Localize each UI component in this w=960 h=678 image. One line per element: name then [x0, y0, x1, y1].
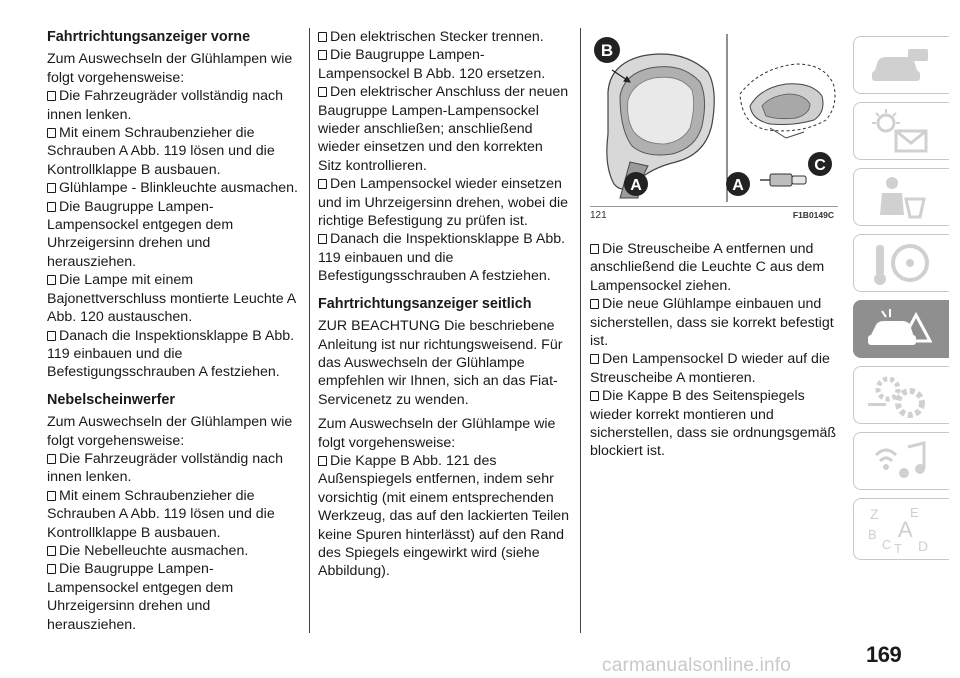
tab-maintenance[interactable] — [853, 366, 949, 424]
checkbox-bullet-icon — [318, 456, 327, 466]
tab-dashboard[interactable] — [853, 36, 949, 94]
step-item — [47, 124, 299, 179]
step-item — [47, 271, 299, 326]
checkbox-bullet-icon — [318, 32, 327, 42]
checkbox-bullet-icon — [318, 179, 327, 189]
side-note: ZUR BEACHTUNG Die beschriebene Anleitung ist nur richtungsweisend. Für das Auswechseln der Glühlampe empfehlen wir Ihnen, sich an das Fiat-Servicenetz zu wenden. — [318, 318, 563, 408]
step-item — [47, 450, 299, 487]
heading-front-indicator: Fahrtrichtungsanzeiger vorne — [47, 29, 251, 45]
step-item — [590, 240, 840, 295]
step-text: Danach die Inspektionsklappe B Abb. 119 einbauen und die Befestigungsschrauben A festziehen. — [318, 231, 566, 285]
step-item — [590, 295, 840, 350]
checkbox-bullet-icon — [47, 331, 56, 341]
step-item — [47, 179, 299, 197]
checkbox-bullet-icon — [47, 202, 56, 212]
checkbox-bullet-icon — [47, 183, 56, 193]
step-text: Glühlampe - Blinkleuchte ausmachen. — [59, 180, 298, 197]
step-text: Die Kappe B des Seitenspiegels wieder korrekt montieren und sicherstellen, dass sie ordnungsgemäß blockiert ist. — [590, 388, 837, 460]
step-text: Die Baugruppe Lampen-Lampensockel B Abb. 120 ersetzen. — [318, 47, 546, 82]
svg-text:E: E — [910, 505, 919, 520]
page-number: 169 — [866, 642, 902, 667]
step-item — [318, 175, 570, 230]
figure-code: F1B0149C — [792, 210, 834, 220]
multimedia-icon — [868, 439, 932, 485]
fog-intro: Zum Auswechseln der Glühlampen wie folgt vorgehensweise: — [47, 414, 293, 449]
step-item — [590, 350, 840, 387]
step-item — [318, 28, 570, 46]
checkbox-bullet-icon — [47, 491, 56, 501]
svg-text:A: A — [732, 177, 744, 194]
mirror-illustration — [590, 34, 838, 206]
step-text: Den Lampensockel wieder einsetzen und im Uhrzeigersinn drehen, wobei die richtige Befestigung zu prüfen ist. — [318, 176, 568, 230]
step-text: Die neue Glühlampe einbauen und sicherstellen, dass sie korrekt befestigt ist. — [590, 296, 834, 350]
svg-text:T: T — [894, 541, 902, 555]
side-intro: Zum Auswechseln der Glühlampe wie folgt vorgehensweise: — [318, 416, 556, 451]
tab-index[interactable] — [853, 498, 949, 560]
checkbox-bullet-icon — [47, 275, 56, 285]
front-step-list — [47, 87, 299, 382]
tab-lights[interactable] — [853, 102, 949, 160]
step-item — [318, 46, 570, 83]
safety-airbag-icon — [868, 175, 932, 221]
step-text: Den elektrischer Anschluss der neuen Baugruppe Lampen-Lampensockel wieder anschließen; anschließend wieder einsetzen und den korrekten Sitz kontrollieren. — [318, 84, 569, 174]
checkbox-bullet-icon — [318, 50, 327, 60]
column-3 — [590, 240, 840, 461]
column-divider — [580, 28, 581, 633]
step-text: Die Streuscheibe A entfernen und anschließend die Leuchte C aus dem Lampensockel ziehen. — [590, 241, 825, 294]
step-item — [318, 83, 570, 175]
step-item — [47, 542, 299, 560]
figure-121 — [590, 34, 838, 230]
maintenance-gears-icon — [868, 373, 932, 419]
step-text: Danach die Inspektionsklappe B Abb. 119 einbauen und die Befestigungsschrauben A festziehen. — [47, 327, 295, 381]
car-dashboard-icon — [868, 43, 932, 89]
alphabetical-index-icon — [868, 505, 932, 555]
side-step-list — [318, 452, 570, 581]
step-text: Mit einem Schraubenzieher die Schrauben A Abb. 119 lösen und die Kontrollklappe B ausbauen. — [47, 487, 275, 541]
watermark: carmanualsonline.info — [602, 655, 792, 676]
heading-fog-light: Nebelscheinwerfer — [47, 391, 175, 408]
checkbox-bullet-icon — [47, 91, 56, 101]
step-item — [318, 452, 570, 581]
svg-text:D: D — [918, 538, 929, 554]
checkbox-bullet-icon — [47, 546, 56, 556]
tab-multimedia[interactable] — [853, 432, 949, 490]
svg-text:B: B — [868, 527, 877, 542]
step-item — [47, 198, 299, 272]
step-text: Die Kappe B Abb. 121 des Außenspiegels entfernen, indem sehr vorsichtig (mit einem entsprechenden Werkzeug, das auf den lackierten Teilen keine Spuren hinterlässt) auf den Rand des Spiegels eingewirkt wird (siehe Abbildung). — [318, 452, 570, 580]
svg-text:C: C — [882, 537, 892, 552]
checkbox-bullet-icon — [318, 87, 327, 97]
checkbox-bullet-icon — [47, 128, 56, 138]
step-text: Die Lampe mit einem Bajonettverschluss montierte Leuchte A Abb. 120 austauschen. — [47, 272, 296, 326]
checkbox-bullet-icon — [590, 244, 599, 254]
step-item — [47, 487, 299, 542]
fog-step-list — [47, 450, 299, 634]
checkbox-bullet-icon — [47, 564, 56, 574]
checkbox-bullet-icon — [590, 354, 599, 364]
fog-step-list-continued — [318, 28, 570, 286]
tab-safety[interactable] — [853, 168, 949, 226]
step-item — [47, 327, 299, 382]
step-text: Die Fahrzeugräder vollständig nach innen lenken. — [47, 88, 283, 123]
column-2 — [318, 28, 570, 581]
svg-text:Z: Z — [870, 506, 879, 522]
figure-caption-rule — [590, 206, 838, 207]
svg-text:B: B — [600, 41, 614, 60]
figure-number: 121 — [590, 210, 607, 221]
checkbox-bullet-icon — [590, 391, 599, 401]
step-item — [590, 387, 840, 461]
column-divider — [309, 28, 310, 633]
column-1 — [47, 28, 299, 634]
step-text: Die Baugruppe Lampen-Lampensockel entgegen dem Uhrzeigersinn drehen und herausziehen. — [47, 561, 234, 633]
step-text: Den Lampensockel D wieder auf die Streuscheibe A montieren. — [590, 351, 830, 386]
front-intro: Zum Auswechseln der Glühlampen wie folgt vorgehensweise: — [47, 51, 293, 86]
step-text: Die Nebelleuchte ausmachen. — [59, 542, 249, 559]
step-item — [47, 87, 299, 124]
checkbox-bullet-icon — [47, 454, 56, 464]
side-step-list-continued — [590, 240, 840, 461]
step-text: Die Fahrzeugräder vollständig nach innen lenken. — [47, 450, 283, 486]
step-item — [318, 230, 570, 285]
checkbox-bullet-icon — [318, 234, 327, 244]
svg-text:C: C — [814, 157, 826, 174]
step-text: Den elektrischen Stecker trennen. — [330, 29, 544, 45]
tab-emergency[interactable] — [853, 300, 949, 358]
tab-starting-driving[interactable] — [853, 234, 949, 292]
key-steering-wheel-icon — [868, 241, 932, 287]
heading-side-indicator: Fahrtrichtungsanzeiger seitlich — [318, 295, 532, 312]
step-text: Mit einem Schraubenzieher die Schrauben A Abb. 119 lösen und die Kontrollklappe B ausbauen. — [47, 125, 275, 178]
lights-message-icon — [868, 109, 932, 155]
car-breakdown-icon — [868, 307, 932, 353]
svg-text:A: A — [898, 517, 913, 542]
svg-text:A: A — [630, 177, 642, 194]
checkbox-bullet-icon — [590, 299, 599, 309]
step-item — [47, 560, 299, 634]
step-text: Die Baugruppe Lampen-Lampensockel entgegen dem Uhrzeigersinn drehen und herausziehen. — [47, 198, 234, 270]
